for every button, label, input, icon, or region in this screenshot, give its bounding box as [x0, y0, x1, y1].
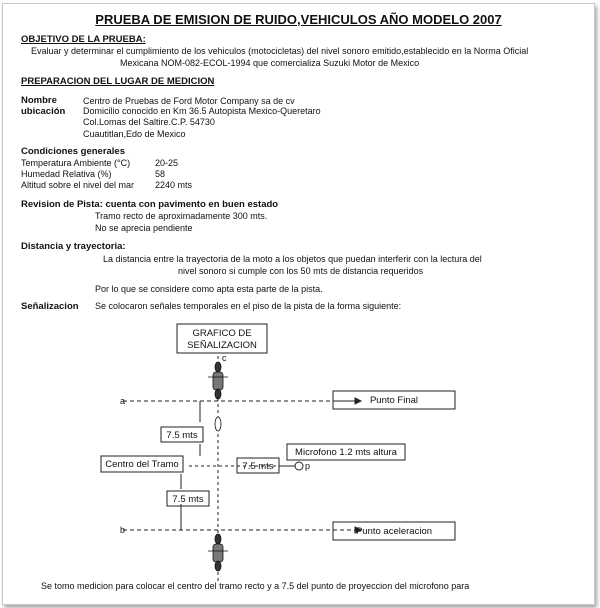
arrow-final-head	[355, 398, 361, 404]
distancia-heading: Distancia y trayectoria:	[21, 241, 126, 252]
document-title: PRUEBA DE EMISION DE RUIDO,VEHICULOS AÑO MODELO 2007	[95, 12, 502, 27]
distancia-line-2: nivel sonoro si cumple con los 50 mts de distancia requeridos	[178, 266, 424, 276]
motorcycle-icon-mid	[215, 417, 221, 431]
dist-bottom-label: 7.5 mts	[172, 494, 204, 505]
diagram-title-1: GRAFICO DE	[192, 328, 252, 339]
document-page	[2, 3, 595, 605]
condicion-value: 2240 mts	[155, 180, 193, 190]
objetivo-heading: OBJETIVO DE LA PRUEBA:	[21, 34, 146, 45]
preparacion-heading: PREPARACION DEL LUGAR DE MEDICION	[21, 76, 215, 87]
dist-top-label: 7.5 mts	[166, 430, 198, 441]
revision-heading: Revision de Pista: cuenta con pavimento en buen estado	[21, 199, 279, 210]
objetivo-line-2: Mexicana NOM-082-ECOL-1994 que comercializa Suzuki Motor de Mexico	[120, 58, 420, 68]
motorcycle-icon-bottom	[208, 534, 228, 571]
senalizacion-label: Señalizacion	[21, 301, 79, 312]
nombre-label: Nombre	[21, 95, 57, 106]
condicion-value: 58	[155, 169, 166, 179]
footer-text: Se tomo medicion para colocar el centro del tramo recto y a 7.5 del punto de proyeccion del microfono para	[41, 581, 470, 591]
punto-final-label: Punto Final	[369, 395, 419, 406]
distancia-line-1: La distancia entre la trayectoria de la moto a los objetos que puedan interferir con la lectura del	[103, 254, 482, 264]
condicion-value: 20-25	[155, 158, 179, 168]
label-p: p	[305, 461, 311, 471]
revision-line-2: No se aprecia pendiente	[95, 223, 193, 233]
diagram-title-2: SEÑALIZACION	[187, 340, 257, 351]
ubicacion-line-2: Col.Lomas del Saltire.C.P. 54730	[83, 117, 215, 127]
punto-aceleracion-label: Punto aceleracion	[355, 526, 433, 537]
revision-line-1: Tramo recto de aproximadamente 300 mts.	[95, 211, 268, 221]
condiciones-heading: Condiciones generales	[21, 146, 126, 157]
nombre-value: Centro de Pruebas de Ford Motor Company sa de cv	[83, 96, 295, 106]
senalizacion-text: Se colocaron señales temporales en el piso de la pista de la forma siguiente:	[95, 301, 402, 311]
dist-mic-label: 7.5 mts	[242, 461, 274, 472]
objetivo-line-1: Evaluar y determinar el cumplimiento de los vehiculos (motocicletas) del nivel sonoro emitido,establecido en la Norma Oficial	[31, 46, 529, 56]
distancia-line-3: Por lo que se considere como apta esta parte de la pista.	[95, 284, 323, 294]
motorcycle-icon-top	[208, 362, 228, 399]
microfono-label: Microfono 1.2 mts altura	[295, 447, 397, 458]
ubicacion-line-1: Domicilio conocido en Km 36.5 Autopista Mexico-Queretaro	[83, 106, 321, 116]
ubicacion-label: ubicación	[21, 106, 66, 117]
label-b: b	[120, 525, 126, 535]
microphone-icon	[295, 462, 303, 470]
label-c: c	[222, 353, 227, 363]
label-a: a	[120, 396, 126, 406]
ubicacion-line-3: Cuautitlan,Edo de Mexico	[83, 129, 186, 139]
condicion-label: Temperatura Ambiente (°C)	[21, 158, 131, 168]
condicion-label: Altitud sobre el nivel del mar	[21, 180, 135, 190]
centro-label: Centro del Tramo	[105, 459, 179, 470]
condicion-label: Humedad Relativa (%)	[21, 169, 112, 179]
signalization-diagram	[3, 4, 594, 604]
